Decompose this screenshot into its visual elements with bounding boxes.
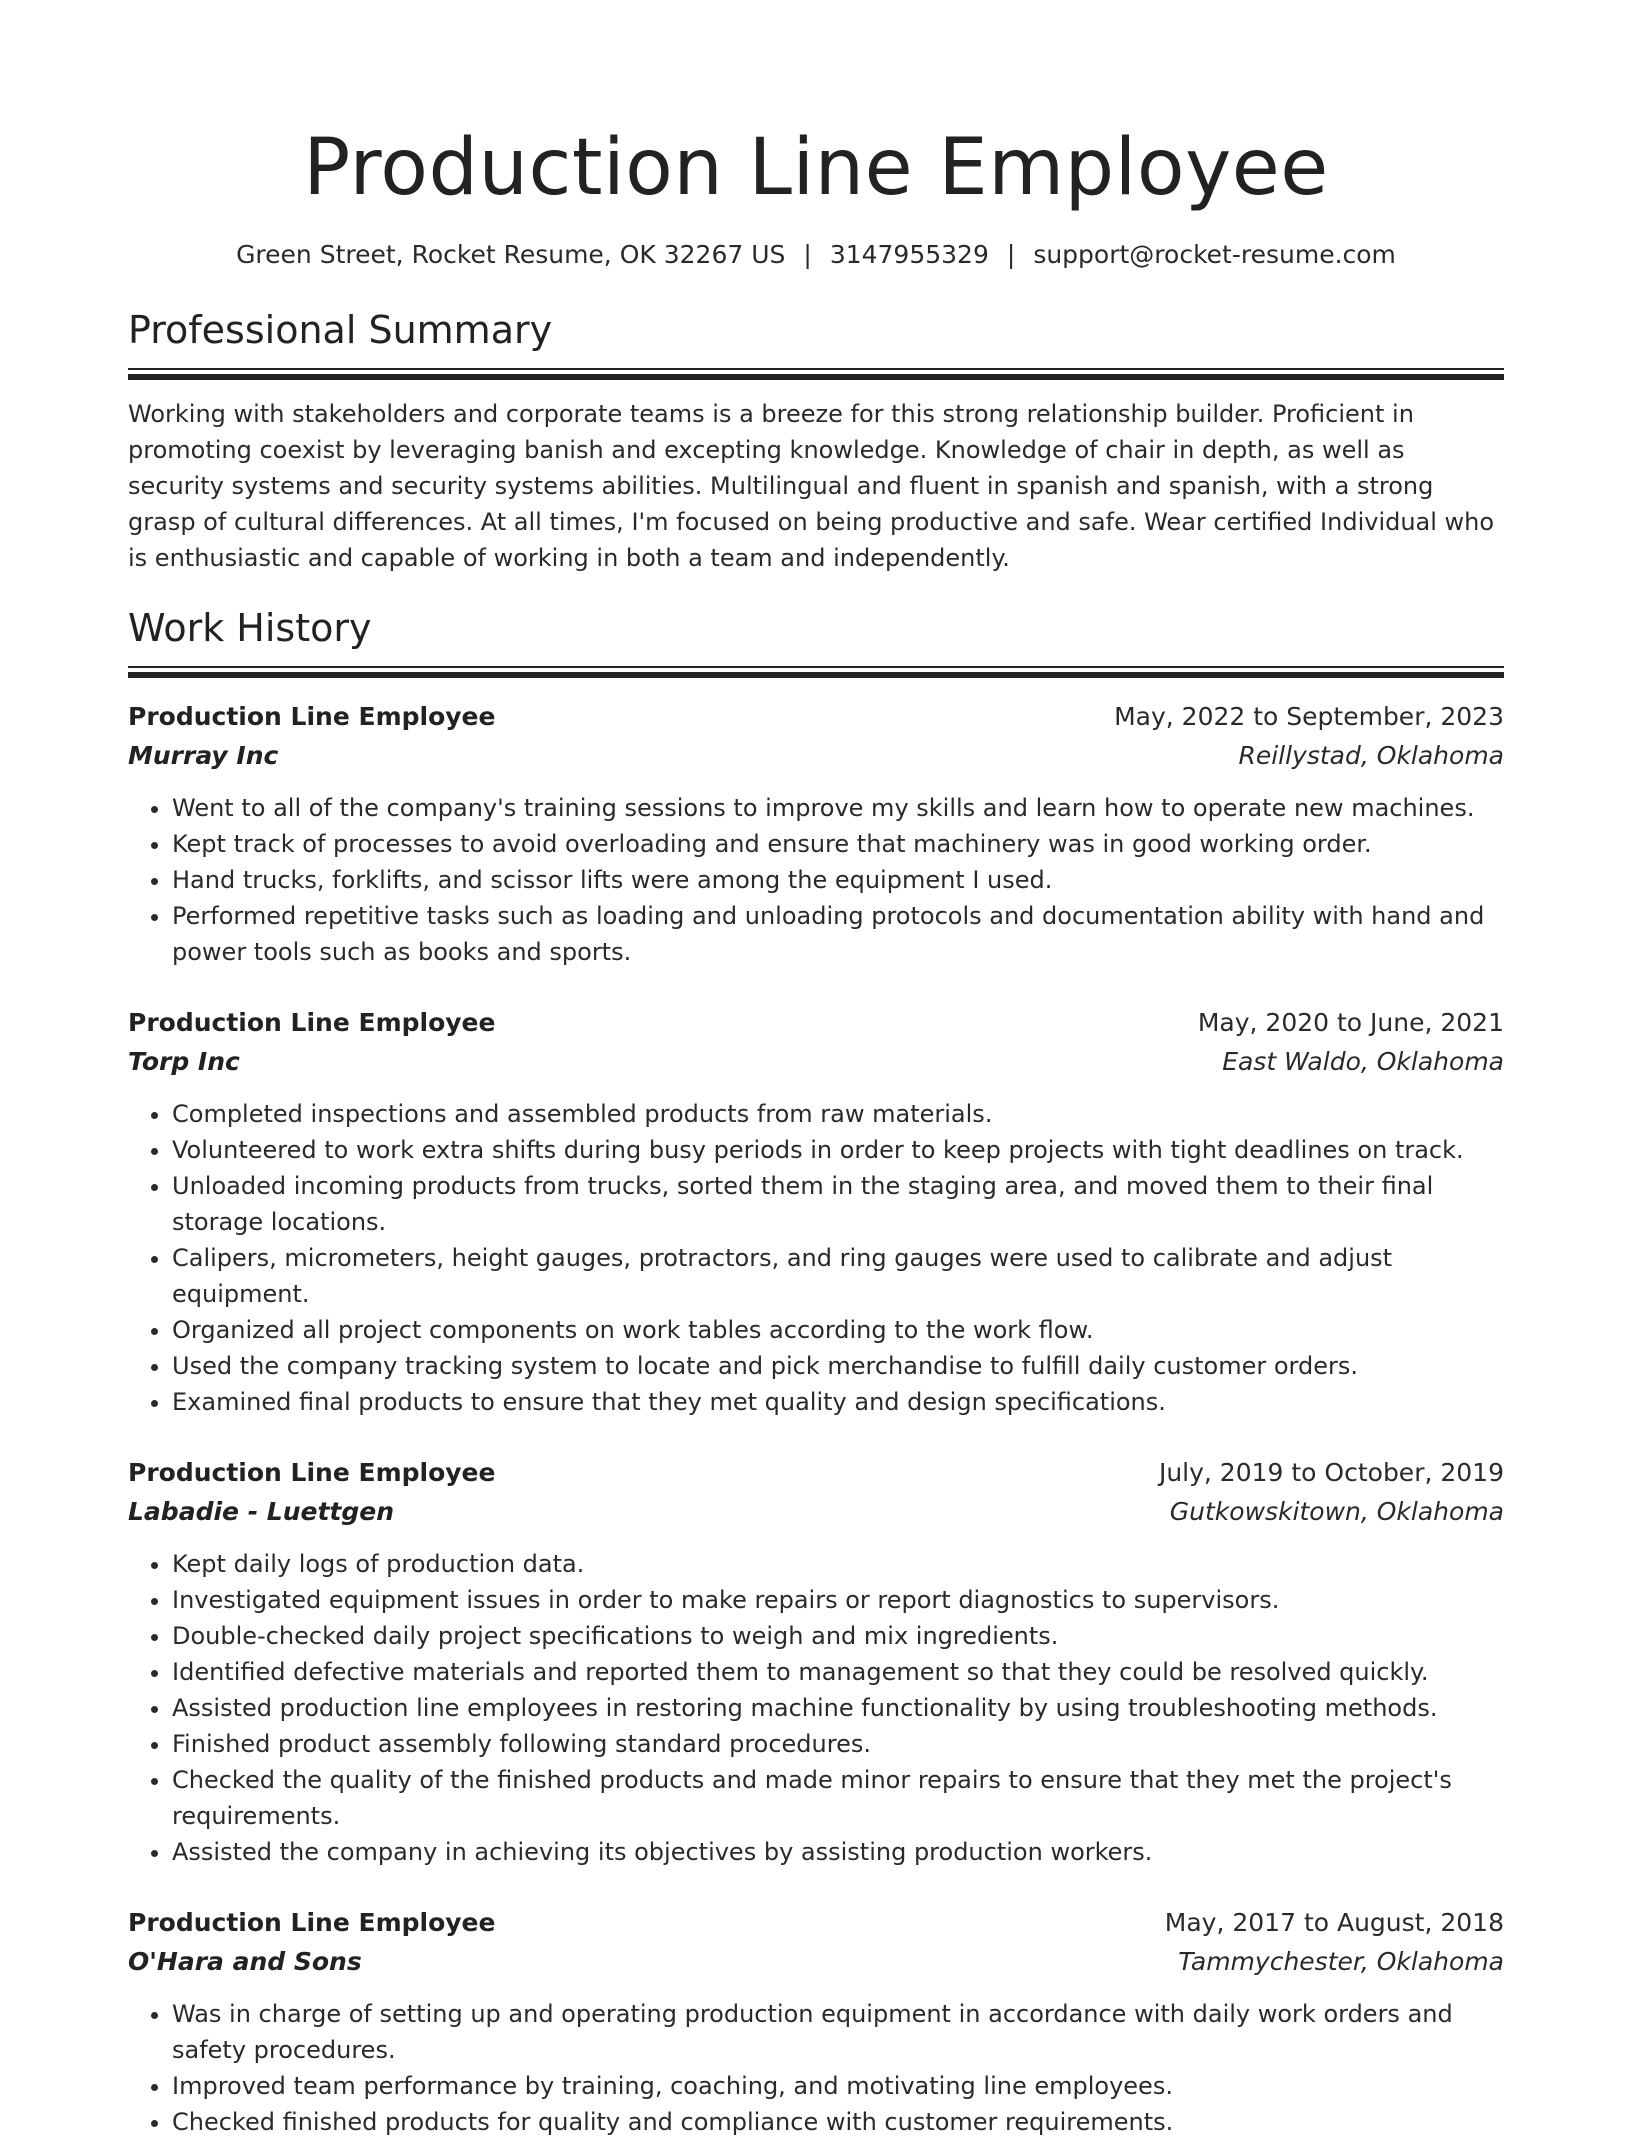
job-bullet-item: • Calipers, micrometers, height gauges, protractors, and ring gauges were used to calibrate and adjust equipment. [172,1240,1504,1312]
job-bullet-item: • Checked the quality of the finished products and made minor repairs to ensure that they met the project's requirements. [172,1762,1504,1834]
job-company-row [128,1492,1504,1532]
divider-thin-line [128,666,1504,668]
job-bullet-item: • Organized all project components on work tables according to the work flow. [172,1312,1504,1348]
job-bullet-list [128,1546,1504,1870]
section-heading-summary: Professional Summary [128,308,553,352]
job-dates: May, 2017 to August, 2018 [1164,1908,1504,1937]
job-bullet-list [128,1096,1504,1420]
job-title-row [128,1904,1504,1942]
contact-email: support@rocket-resume.com [1033,240,1396,269]
job-bullet-item: • Performed repetitive tasks such as loading and unloading protocols and documentation ability with hand and power tools such as books and sports. [172,898,1504,970]
job-bullet-item: • Assisted the company in achieving its objectives by assisting production workers. [172,1834,1504,1870]
job-bullet-item: • Kept track of processes to avoid overloading and ensure that machinery was in good working order. [172,826,1504,862]
job-title: Production Line Employee [128,1908,496,1937]
job-company-row [128,736,1504,776]
job-company: Murray Inc [128,741,279,770]
work-history-section [128,604,1504,2140]
job-dates: May, 2022 to September, 2023 [1114,702,1504,731]
job-bullet-item: • Volunteered to work extra shifts during busy periods in order to keep projects with tight deadlines on track. [172,1132,1504,1168]
job-bullet-item: • Went to all of the company's training sessions to improve my skills and learn how to operate new machines. [172,790,1504,826]
job-entry [128,1904,1504,2140]
job-entry [128,698,1504,970]
job-bullet-item: • Checked finished products for quality and compliance with customer requirements. [172,2104,1504,2140]
job-bullet-item: • Kept daily logs of production data. [172,1546,1504,1582]
job-bullet-item: • Was in charge of setting up and operating production equipment in accordance with daily work orders and safety procedures. [172,1996,1504,2068]
job-bullet-list [128,790,1504,970]
job-bullet-item: • Unloaded incoming products from trucks, sorted them in the staging area, and moved them to their final storage locations. [172,1168,1504,1240]
job-location: Tammychester, Oklahoma [1178,1947,1504,1976]
job-bullet-item: • Identified defective materials and reported them to management so that they could be resolved quickly. [172,1654,1504,1690]
divider-thin-line [128,368,1504,370]
job-title: Production Line Employee [128,1008,496,1037]
job-company: Torp Inc [128,1047,240,1076]
professional-summary-section [128,306,1504,576]
job-dates: July, 2019 to October, 2019 [1158,1458,1504,1487]
job-bullet-item: • Hand trucks, forklifts, and scissor lifts were among the equipment I used. [172,862,1504,898]
job-location: Reillystad, Oklahoma [1238,741,1504,770]
job-entry [128,1004,1504,1420]
divider-thick-line [128,672,1504,678]
job-location: Gutkowskitown, Oklahoma [1169,1497,1504,1526]
job-bullet-item: • Examined final products to ensure that they met quality and design specifications. [172,1384,1504,1420]
job-bullet-list [128,1996,1504,2140]
job-title: Production Line Employee [128,702,496,731]
section-heading-work-history: Work History [128,606,372,650]
contact-separator: | [803,240,812,269]
section-divider [128,368,1504,380]
job-company-row [128,1042,1504,1082]
job-bullet-item: • Investigated equipment issues in order to make repairs or report diagnostics to supervisors. [172,1582,1504,1618]
contact-phone: 3147955329 [829,240,989,269]
job-bullet-item: • Finished product assembly following standard procedures. [172,1726,1504,1762]
job-bullet-item: • Improved team performance by training, coaching, and motivating line employees. [172,2068,1504,2104]
candidate-name: Production Line Employee [303,123,1329,213]
contact-separator: | [1006,240,1016,269]
job-bullet-item: • Used the company tracking system to locate and pick merchandise to fulfill daily customer orders. [172,1348,1504,1384]
jobs-list [128,698,1504,2140]
job-title-row [128,1454,1504,1492]
contact-address: Green Street, Rocket Resume, OK 32267 US [236,240,786,269]
divider-thick-line [128,374,1504,380]
job-entry [128,1454,1504,1870]
job-company: Labadie - Luettgen [128,1497,395,1526]
job-company-row [128,1942,1504,1982]
job-dates: May, 2020 to June, 2021 [1197,1008,1504,1037]
job-location: East Waldo, Oklahoma [1222,1047,1504,1076]
contact-line [128,238,1504,272]
section-divider [128,666,1504,678]
job-company: O'Hara and Sons [128,1947,362,1976]
job-title-row [128,698,1504,736]
job-title-row [128,1004,1504,1042]
job-bullet-item: • Double-checked daily project specifications to weigh and mix ingredients. [172,1618,1504,1654]
job-bullet-item: • Completed inspections and assembled products from raw materials. [172,1096,1504,1132]
resume-page [128,0,1504,2140]
job-bullet-item: • Assisted production line employees in restoring machine functionality by using troubleshooting methods. [172,1690,1504,1726]
summary-text: Working with stakeholders and corporate teams is a breeze for this strong relationship builder. Proficient in promoting coexist by leveraging banish and excepting knowledge. Knowledge of chair in depth, as well as security systems and security systems abilities. Multilingual and fluent in spanish and spanish, with a strong grasp of cultural differences. At all times, I'm focused on being productive and safe. Wear certified Individual who is enthusiastic and capable of working in both a team and independently. [128,400,1495,572]
job-title: Production Line Employee [128,1458,496,1487]
